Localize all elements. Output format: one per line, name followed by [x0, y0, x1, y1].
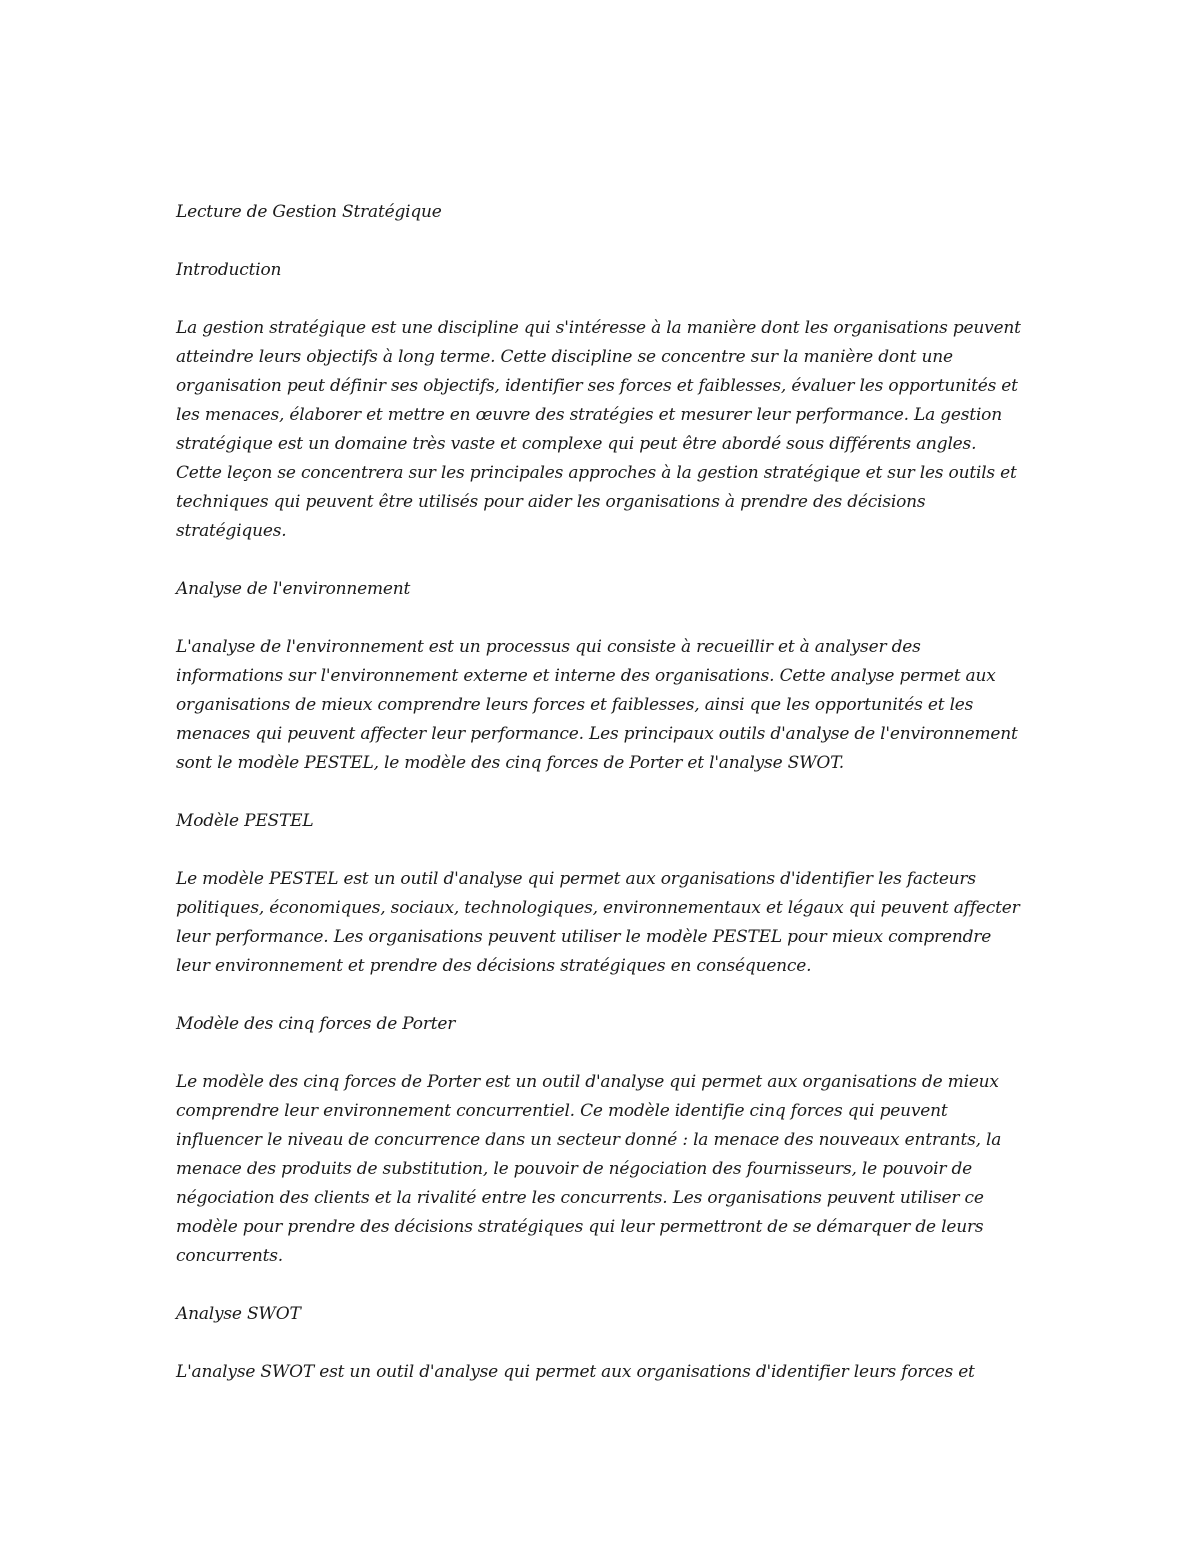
section-body-swot: L'analyse SWOT est un outil d'analyse qui permet aux organisations d'identifier leurs forces et	[176, 1362, 975, 1382]
document-content	[176, 198, 1026, 1416]
section-heading-pestel: Modèle PESTEL	[176, 811, 314, 831]
section-body-analyse-environnement: L'analyse de l'environnement est un processus qui consiste à recueillir et à analyser des informations sur l'environnement externe et interne des organisations. Cette analyse permet aux organisations de mieux comprendre leurs forces et faiblesses, ainsi que les opportunités et les menaces qui peuvent affecter leur performance. Les principaux outils d'analyse de l'environnement sont le modèle PESTEL, le modèle des cinq forces de Porter et l'analyse SWOT.	[176, 637, 1018, 773]
section-body-introduction: La gestion stratégique est une discipline qui s'intéresse à la manière dont les organisations peuvent atteindre leurs objectifs à long terme. Cette discipline se concentre sur la manière dont une organisation peut définir ses objectifs, identifier ses forces et faiblesses, évaluer les opportunités et les menaces, élaborer et mettre en œuvre des stratégies et mesurer leur performance. La gestion stratégique est un domaine très vaste et complexe qui peut être abordé sous différents angles. Cette leçon se concentrera sur les principales approches à la gestion stratégique et sur les outils et techniques qui peuvent être utilisés pour aider les organisations à prendre des décisions stratégiques.	[176, 318, 1021, 541]
section-body-porter: Le modèle des cinq forces de Porter est un outil d'analyse qui permet aux organisations de mieux comprendre leur environnement concurrentiel. Ce modèle identifie cinq forces qui peuvent influencer le niveau de concurrence dans un secteur donné : la menace des nouveaux entrants, la menace des produits de substitution, le pouvoir de négociation des fournisseurs, le pouvoir de négociation des clients et la rivalité entre les concurrents. Les organisations peuvent utiliser ce modèle pour prendre des décisions stratégiques qui leur permettront de se démarquer de leurs concurrents.	[176, 1072, 1002, 1266]
document-title: Lecture de Gestion Stratégique	[176, 202, 442, 222]
section-heading-porter: Modèle des cinq forces de Porter	[176, 1014, 456, 1034]
section-heading-swot: Analyse SWOT	[176, 1304, 301, 1324]
section-heading-introduction: Introduction	[176, 260, 282, 280]
section-heading-analyse-environnement: Analyse de l'environnement	[176, 579, 411, 599]
section-body-pestel: Le modèle PESTEL est un outil d'analyse qui permet aux organisations d'identifier les facteurs politiques, économiques, sociaux, technologiques, environnementaux et légaux qui peuvent affecter leur performance. Les organisations peuvent utiliser le modèle PESTEL pour mieux comprendre leur environnement et prendre des décisions stratégiques en conséquence.	[176, 869, 1020, 976]
